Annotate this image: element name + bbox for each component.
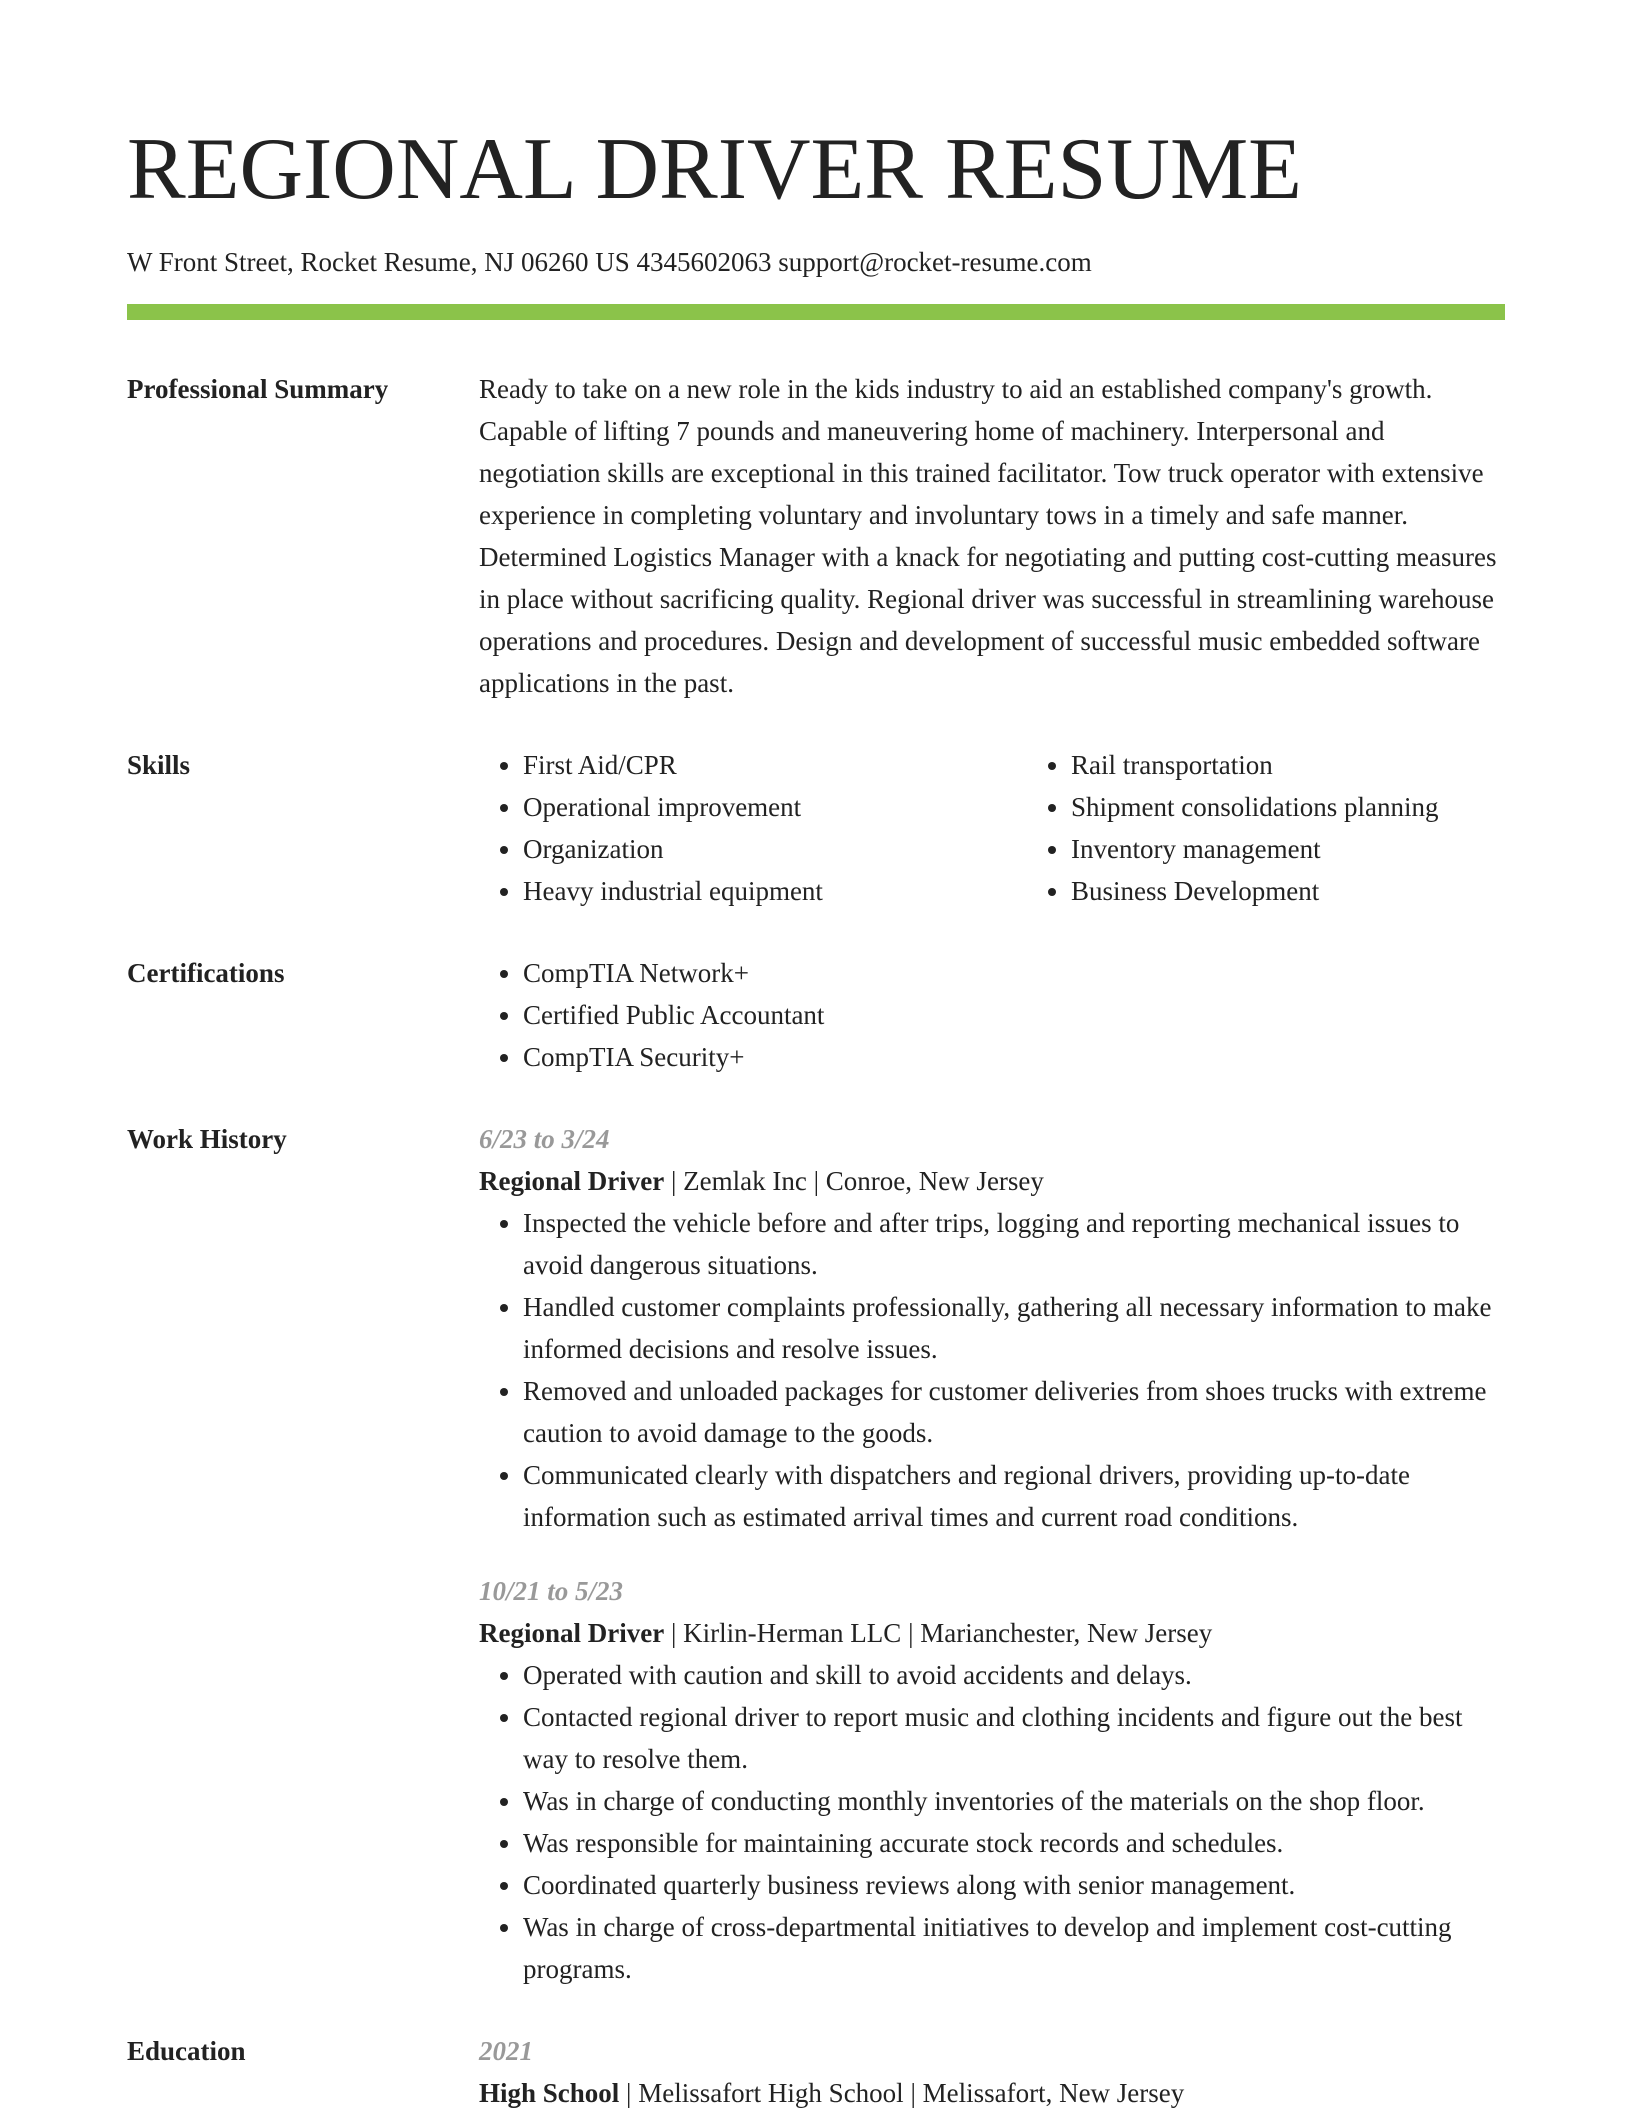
job-location: Marianchester, New Jersey — [920, 1618, 1213, 1648]
separator: | — [664, 1166, 684, 1196]
education-school: Melissafort High School — [638, 2078, 904, 2108]
skill-item: • Organization — [523, 828, 1027, 870]
header-divider — [127, 304, 1505, 320]
skills-section — [127, 744, 1505, 912]
job-company: Kirlin-Herman LLC — [683, 1618, 902, 1648]
skill-item: • First Aid/CPR — [523, 744, 1027, 786]
job-location: Conroe, New Jersey — [825, 1166, 1044, 1196]
separator: | — [806, 1166, 826, 1196]
resume-page — [127, 0, 1505, 2114]
job-entry — [479, 1570, 1505, 1990]
job-entry — [479, 1118, 1505, 1538]
job-duty: • Was in charge of conducting monthly inventories of the materials on the shop floor. — [523, 1780, 1505, 1822]
job-role: Regional Driver — [479, 1166, 665, 1196]
education-year: 2021 — [479, 2036, 533, 2066]
job-dates: 6/23 to 3/24 — [479, 1124, 610, 1154]
education-location: Melissafort, New Jersey — [922, 2078, 1185, 2108]
skill-item: • Shipment consolidations planning — [1071, 786, 1575, 828]
skill-item: • Business Development — [1071, 870, 1575, 912]
resume-title: REGIONAL DRIVER RESUME — [127, 121, 1302, 218]
summary-text: Ready to take on a new role in the kids industry to aid an established company's growth. Capable of lifting 7 pounds and maneuvering home of machinery. Interpersonal and negotiation skills are exceptional in this trained facilitator. Tow truck operator with extensive experience in completing voluntary and involuntary tows in a timely and safe manner. Determined Logistics Manager with a knack for negotiating and putting cost-cutting measures in place without sacrificing quality. Regional driver was successful in streamlining warehouse operations and procedures. Design and development of successful music embedded software applications in the past. — [479, 374, 1497, 698]
job-duty: • Inspected the vehicle before and after trips, logging and reporting mechanical issues to avoid dangerous situations. — [523, 1202, 1505, 1286]
education-section — [127, 2030, 1505, 2114]
skill-item: • Operational improvement — [523, 786, 1027, 828]
skills-list-left — [479, 744, 1027, 912]
education-heading — [479, 2072, 1505, 2114]
summary-label: Professional Summary — [127, 374, 389, 404]
job-duty: • Removed and unloaded packages for customer deliveries from shoes trucks with extreme caution to avoid damage to the goods. — [523, 1370, 1505, 1454]
job-dates: 10/21 to 5/23 — [479, 1576, 624, 1606]
skills-list-right — [1027, 744, 1575, 912]
certifications-section — [127, 952, 1505, 1078]
skill-item: • Heavy industrial equipment — [523, 870, 1027, 912]
certification-item: • CompTIA Security+ — [523, 1036, 1505, 1078]
job-heading — [479, 1612, 1505, 1654]
separator: | — [619, 2078, 639, 2108]
job-duty: • Coordinated quarterly business reviews along with senior management. — [523, 1864, 1505, 1906]
job-role: Regional Driver — [479, 1618, 665, 1648]
work-history-label: Work History — [127, 1124, 287, 1154]
certifications-label: Certifications — [127, 958, 285, 988]
education-degree: High School — [479, 2078, 620, 2108]
job-duty: • Operated with caution and skill to avoid accidents and delays. — [523, 1654, 1505, 1696]
summary-section — [127, 368, 1505, 704]
certifications-list — [479, 952, 1505, 1078]
job-duty: • Was responsible for maintaining accurate stock records and schedules. — [523, 1822, 1505, 1864]
contact-line: W Front Street, Rocket Resume, NJ 06260 US 4345602063 support@rocket-resume.com — [127, 247, 1092, 277]
education-label: Education — [127, 2036, 246, 2066]
certification-item: • Certified Public Accountant — [523, 994, 1505, 1036]
job-duty: • Contacted regional driver to report music and clothing incidents and figure out the best way to resolve them. — [523, 1696, 1505, 1780]
job-duty: • Communicated clearly with dispatchers and regional drivers, providing up-to-date information such as estimated arrival times and current road conditions. — [523, 1454, 1505, 1538]
job-heading — [479, 1160, 1505, 1202]
work-history-section — [127, 1118, 1505, 1990]
separator: | — [903, 2078, 923, 2108]
job-duties-list — [479, 1654, 1505, 1990]
skill-item: • Rail transportation — [1071, 744, 1575, 786]
skills-label: Skills — [127, 750, 191, 780]
job-duty: • Was in charge of cross-departmental initiatives to develop and implement cost-cutting programs. — [523, 1906, 1505, 1990]
separator: | — [901, 1618, 921, 1648]
job-duties-list — [479, 1202, 1505, 1538]
separator: | — [664, 1618, 684, 1648]
skill-item: • Inventory management — [1071, 828, 1575, 870]
job-duty: • Handled customer complaints professionally, gathering all necessary information to make informed decisions and resolve issues. — [523, 1286, 1505, 1370]
certification-item: • CompTIA Network+ — [523, 952, 1505, 994]
job-company: Zemlak Inc — [683, 1166, 807, 1196]
